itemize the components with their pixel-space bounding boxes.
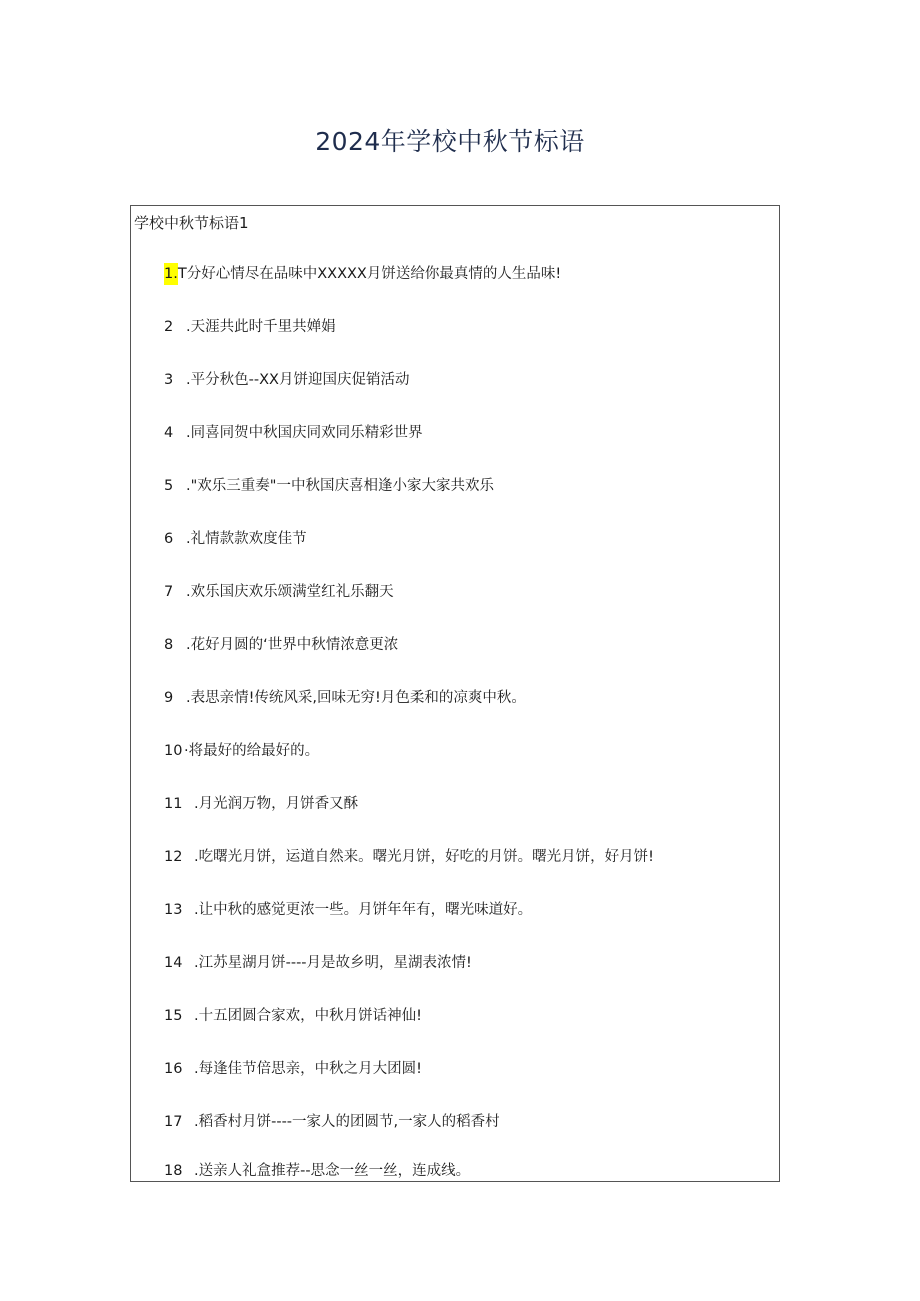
item-text: .表思亲情!传统风采,回味无穷!月色柔和的凉爽中秋。 — [186, 690, 526, 706]
item-text: .送亲人礼盒推荐--思念一丝一丝，连成线。 — [194, 1163, 471, 1179]
list-item — [164, 1111, 500, 1133]
item-text: .平分秋色--XX月饼迎国庆促销活动 — [186, 372, 410, 388]
list-item — [164, 475, 494, 497]
list-item — [164, 369, 409, 391]
page-title: 2024年学校中秋节标语 — [315, 127, 585, 156]
list-item — [164, 899, 532, 921]
item-number: 10 — [164, 743, 183, 759]
item-number: 6 — [164, 531, 174, 547]
list-item — [164, 581, 394, 603]
item-number: 8 — [164, 637, 174, 653]
item-number: 9 — [164, 690, 174, 706]
item-text: ·将最好的给最好的。 — [184, 743, 320, 759]
list-item — [164, 793, 358, 815]
list-item — [164, 740, 319, 762]
item-text: .吃曙光月饼，运道自然来。曙光月饼，好吃的月饼。曙光月饼，好月饼! — [194, 849, 654, 865]
item-text: .江苏星湖月饼----月是故乡明，星湖表浓情! — [194, 955, 472, 971]
list-item — [164, 687, 526, 709]
item-number: 2 — [164, 319, 174, 335]
item-text: .同喜同贺中秋国庆同欢同乐精彩世界 — [186, 425, 423, 441]
item-number: 17 — [164, 1114, 183, 1130]
item-text: .花好月圆的‘世界中秋情浓意更浓 — [186, 637, 399, 653]
item-number: 18 — [164, 1163, 183, 1179]
section-heading: 学校中秋节标语1 — [134, 214, 249, 232]
item-number: 5 — [164, 478, 174, 494]
item-text: ."欢乐三重奏"一中秋国庆喜相逢小家大家共欢乐 — [186, 478, 494, 494]
item-number: 15 — [164, 1008, 183, 1024]
item-text: .稻香村月饼----一家人的团圆节,一家人的稻香村 — [194, 1114, 500, 1130]
item-number-highlighted: 1. — [164, 263, 178, 285]
list-item — [164, 634, 398, 656]
item-number: 3 — [164, 372, 174, 388]
item-number: 7 — [164, 584, 174, 600]
item-number: 4 — [164, 425, 174, 441]
list-item — [164, 1005, 422, 1027]
list-item — [164, 422, 423, 444]
item-text: .欢乐国庆欢乐颂满堂红礼乐翻天 — [186, 584, 394, 600]
item-number: 13 — [164, 902, 183, 918]
item-text: .月光润万物，月饼香又酥 — [194, 796, 359, 812]
item-text: .每逢佳节倍思亲，中秋之月大团圆! — [194, 1061, 422, 1077]
list-item — [164, 316, 336, 338]
item-number: 14 — [164, 955, 183, 971]
item-text: .十五团圆合家欢，中秋月饼话神仙! — [194, 1008, 422, 1024]
list-item — [164, 1160, 470, 1182]
list-item — [164, 952, 472, 974]
item-text: .天涯共此时千里共婵娟 — [186, 319, 336, 335]
list-item — [164, 528, 307, 550]
list-item — [164, 1058, 422, 1080]
item-number: 11 — [164, 796, 183, 812]
item-text: .让中秋的感觉更浓一些。月饼年年有，曙光味道好。 — [194, 902, 533, 918]
list-item — [164, 846, 654, 868]
content-frame — [130, 205, 780, 1182]
item-text: T分好心情尽在品味中XXXXX月饼送给你最真情的人生品味! — [177, 266, 562, 282]
item-number: 16 — [164, 1061, 183, 1077]
item-text: .礼情款款欢度佳节 — [186, 531, 307, 547]
list-item — [164, 263, 561, 285]
item-number: 12 — [164, 849, 183, 865]
